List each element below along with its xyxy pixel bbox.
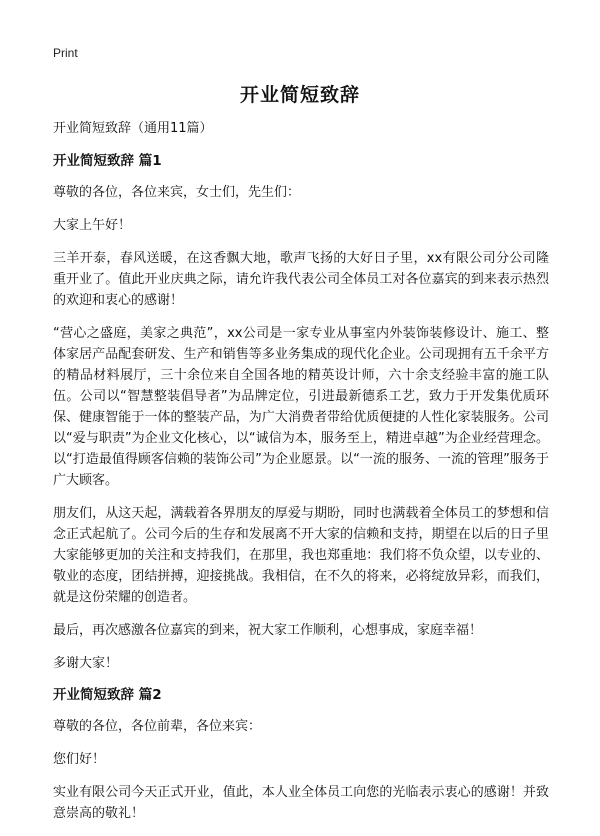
paragraph: 实业有限公司今天正式开业，值此，本人业全体员工向您的光临表示衷心的感谢！并致意崇高的敬礼！ [53,785,549,821]
paragraph: 尊敬的各位，各位来宾，女士们，先生们： [53,185,301,200]
page-title: 开业简短致辞 [239,84,360,106]
paragraph: 您们好！ [53,752,106,767]
paragraph: 三羊开泰，春风送暖，在这香飘大地，歌声飞扬的大好日子里，xx有限公司分公司隆重开业了。值此开业庆典之际，请允许我代表公司全体员工对各位嘉宾的到来表示热烈的欢迎和衷心的感谢！ [53,251,549,308]
paragraph: 朋友们，从这天起，满载着各界朋友的厚爱与期盼，同时也满载着全体员工的梦想和信念正式起航了。公司今后的生存和发展离不开大家的信赖和支持，期望在以后的日子里大家能够更加的关注和支持我们，在那里，我也郑重地：我们将不负众望，以专业的、敬业的态度，团结拼搏，迎接挑战。我相信，在不久的将来，必将绽放异彩，而我们，就是这份荣耀的创造者。 [53,506,549,605]
section-heading: 开业简短致辞 篇2 [53,687,162,703]
print-label: Print [53,46,78,60]
document-body [53,120,549,836]
paragraph: 大家上午好！ [53,218,132,233]
paragraph: “营心之盛庭，美家之典范”，xx公司是一家专业从事室内外装饰装修设计、施工、整体家居产品配套研发、生产和销售等多业务集成的现代化企业。公司现拥有五千余平方的精品材料展厅，三十余位来自全国各地的精英设计师，六十余支经验丰富的施工队伍。公司以“智慧整装倡导者”为品牌定位，引进最新德系工艺，致力于开发集优质环保、健康智能于一体的整装产品，为广大消费者带给优质便捷的人性化家装服务。公司以“爱与职责”为企业文化核心，以“诚信为本，服务至上，精进卓越”为企业经营理念。以“打造最值得顾客信赖的装饰公司”为企业愿景。以“一流的服务、一流的管理”服务于广大顾客。 [53,326,549,488]
section-heading: 开业简短致辞 篇1 [53,153,162,169]
paragraph: 多谢大家！ [53,656,119,671]
section-1 [53,152,549,674]
paragraph: 最后，再次感激各位嘉宾的到来，祝大家工作顺利，心想事成，家庭幸福！ [53,623,483,638]
section-2 [53,686,549,824]
paragraph: 尊敬的各位，各位前辈，各位来宾： [53,719,262,734]
document-subtitle: 开业简短致辞（通用11篇） [53,121,213,136]
